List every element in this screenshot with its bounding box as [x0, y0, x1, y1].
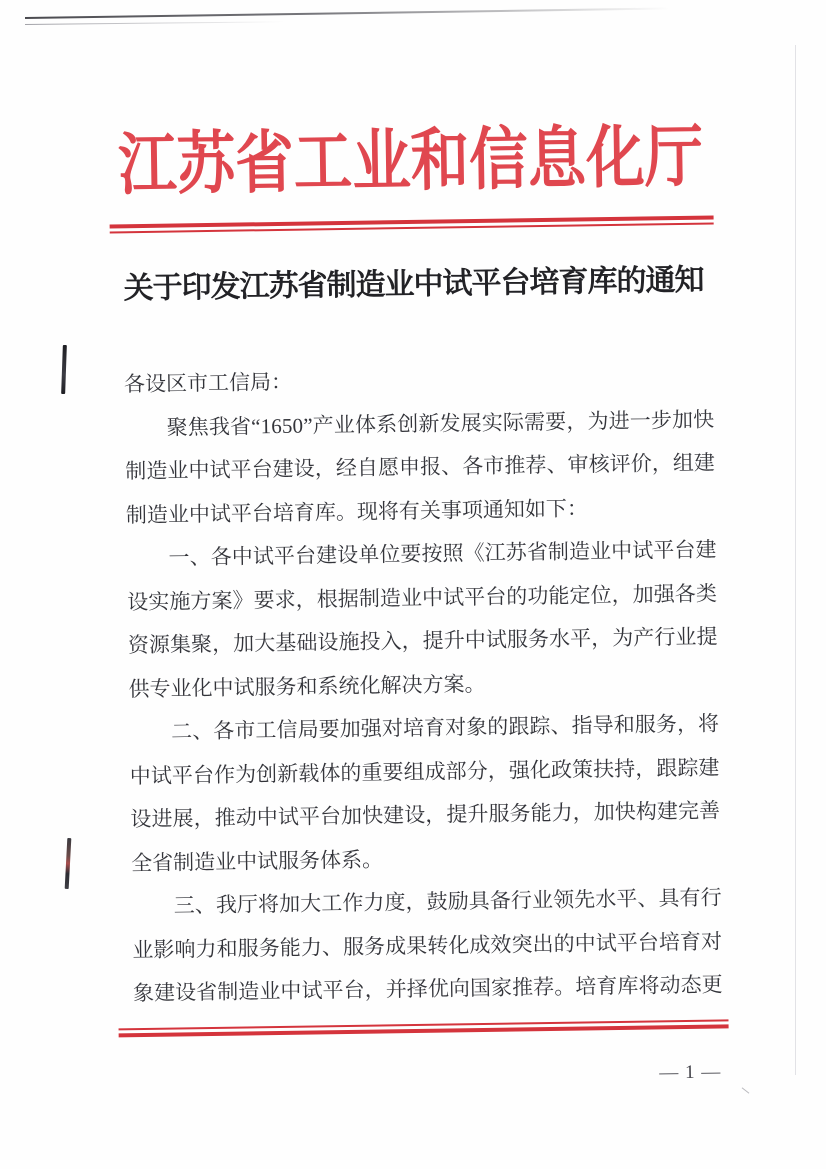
body-line: 聚 焦 我 省 “ 1 6 5 0 ” 产 业 体 系 创 新 发 展 实 际 需 要 ， 为 进 一 步 加 快 — [166, 407, 715, 440]
body-line: 象 建 设 省 制 造 业 中 试 平 台 ， 并 择 优 向 国 家 推 荐 。 培 育 库 将 动 态 更 — [132, 972, 723, 1006]
body-line: 中 试 平 台 作 为 创 新 载 体 的 重 要 组 成 部 分 ， 强 化 政 策 扶 持 ， 跟 踪 建 — [129, 754, 720, 788]
document-issuer-header: 江苏省工业和信息化厅 — [117, 118, 704, 204]
body-line: 二 、 各 市 工 信 局 要 加 强 对 培 育 对 象 的 跟 踪 、 指 导 和 服 务 ， 将 — [170, 711, 720, 744]
body-line: 制造业中试平台培育库。现将有关事项通知如下： — [125, 495, 589, 527]
body-line: 一 、 各 中 试 平 台 建 设 单 位 要 按 照 《 江 苏 省 制 造 业 中 试 平 台 建 — [168, 537, 717, 570]
body-line: 供专业化中试服务和系统化解决方案。 — [128, 671, 486, 701]
footer-divider — [119, 1019, 729, 1037]
page-number: — 1 — — [659, 1061, 722, 1084]
body-line: 三 、 我 厅 将 加 大 工 作 力 度 ， 鼓 励 具 备 行 业 领 先 水 平 、 具 有 行 — [173, 885, 722, 918]
document-title: 关于印发江苏省制造业中试平台培育库的通知 — [123, 263, 704, 306]
document-body — [124, 355, 724, 1016]
body-line: 业 影 响 力 和 服 务 能 力 、 服 务 成 果 转 化 成 效 突 出 的 中 试 平 台 培 育 对 — [132, 928, 723, 962]
body-line: 设 进 展 ， 推 动 中 试 平 台 加 快 建 设 ， 提 升 服 务 能 力 ， 加 快 构 建 完 善 — [130, 798, 721, 832]
body-line: 设 实 施 方 案 》 要 求 ， 根 据 制 造 业 中 试 平 台 的 功 能 定 位 ， 加 强 各 类 — [127, 580, 718, 614]
body-line-salutation: 各设区市工信局： — [123, 369, 293, 397]
body-line: 全省制造业中试服务体系。 — [130, 846, 384, 875]
body-line: 制 造 业 中 试 平 台 建 设 ， 经 自 愿 申 报 、 各 市 推 荐 、 审 核 评 价 ， 组 建 — [125, 450, 716, 484]
body-line: 资 源 集 聚 ， 加 大 基 础 设 施 投 入 ， 提 升 中 试 服 务 水 平 ， 为 产 行 业 提 — [127, 624, 718, 658]
header-divider — [110, 216, 714, 234]
